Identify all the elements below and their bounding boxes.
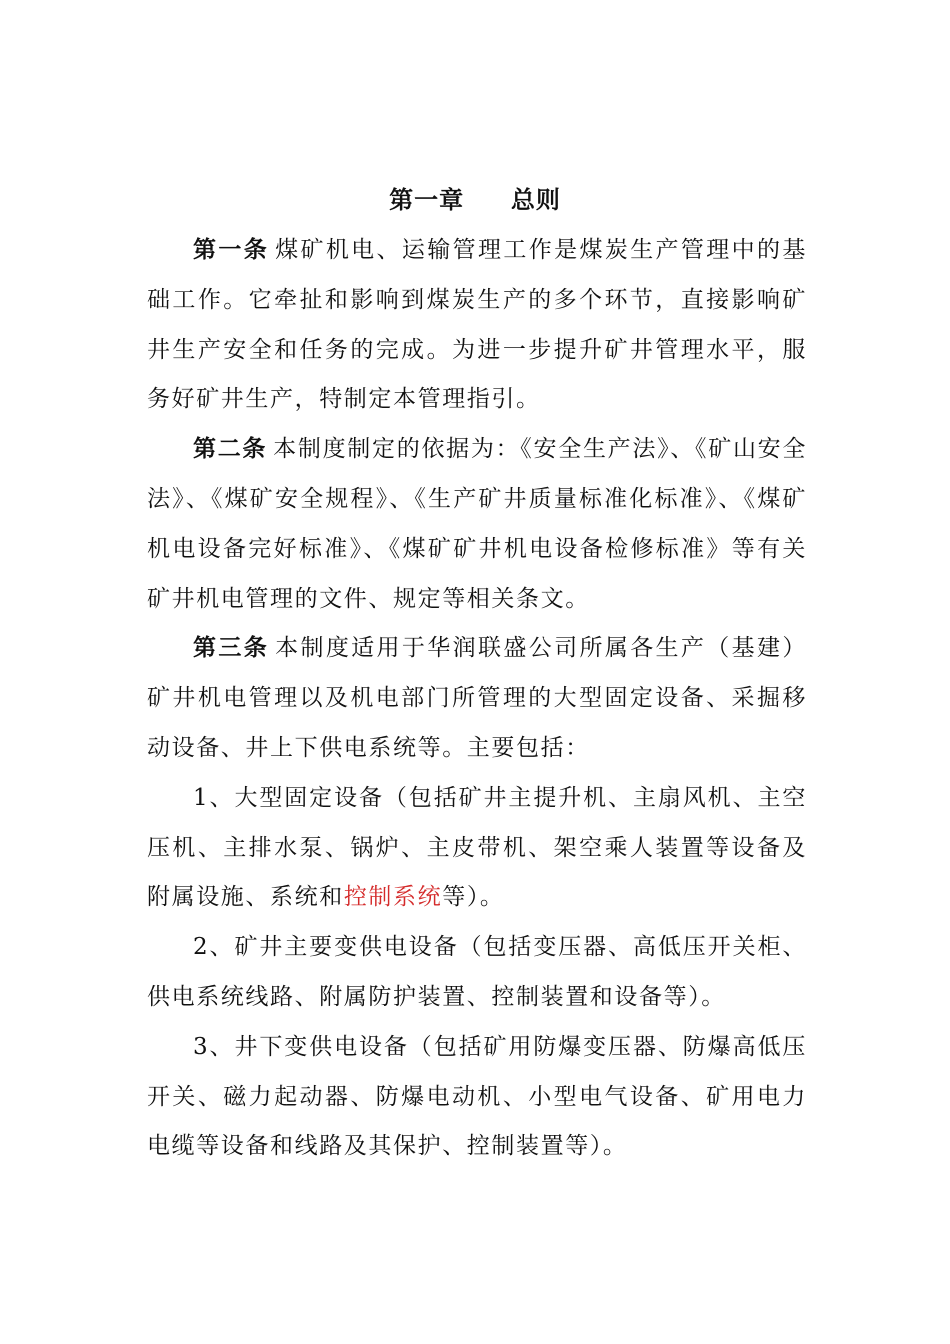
document-body [147,226,807,1172]
article-label: 第一条 [193,237,270,263]
list-item-3 [147,1023,807,1172]
list-item-2 [147,923,807,1023]
article-1 [147,226,807,425]
item-text-end: 等）。 [442,884,505,911]
item-text: 3、井下变供电设备（包括矿用防爆变压器、防爆高低压开关、磁力起动器、防爆电动机、小型电气设备、矿用电力电缆等设备和线路及其保护、控制装置等）。 [147,1033,807,1160]
article-text: 煤矿机电、运输管理工作是煤炭生产管理中的基础工作。它牵扯和影响到煤炭生产的多个环节，直接影响矿井生产安全和任务的完成。为进一步提升矿井管理水平，服务好矿井生产，特制定本管理指引。 [147,237,807,413]
article-text: 本制度适用于华润联盛公司所属各生产（基建）矿井机电管理以及机电部门所管理的大型固定设备、采掘移动设备、井上下供电系统等。主要包括： [147,635,807,761]
article-3 [147,624,807,773]
highlighted-text: 控制系统 [343,884,443,911]
article-label: 第二条 [193,436,268,463]
chapter-title: 第一章 总则 [389,186,561,214]
list-item-1 [147,774,807,923]
article-2 [147,425,807,624]
item-text: 2、矿井主要变供电设备（包括变压器、高低压开关柜、供电系统线路、附属防护装置、控制装置和设备等）。 [147,934,807,1010]
article-text: 本制度制定的依据为：《安全生产法》、《矿山安全法》、《煤矿安全规程》、《生产矿井质量标准化标准》、《煤矿机电设备完好标准》、《煤矿矿井机电设备检修标准》等有关矿井机电管理的文件、规定等相关条文。 [147,436,807,612]
item-text: 1、大型固定设备（包括矿井主提升机、主扇风机、主空压机、主排水泵、锅炉、主皮带机、架空乘人装置等设备及附属设施、系统和 [147,784,807,911]
article-label: 第三条 [193,635,270,662]
